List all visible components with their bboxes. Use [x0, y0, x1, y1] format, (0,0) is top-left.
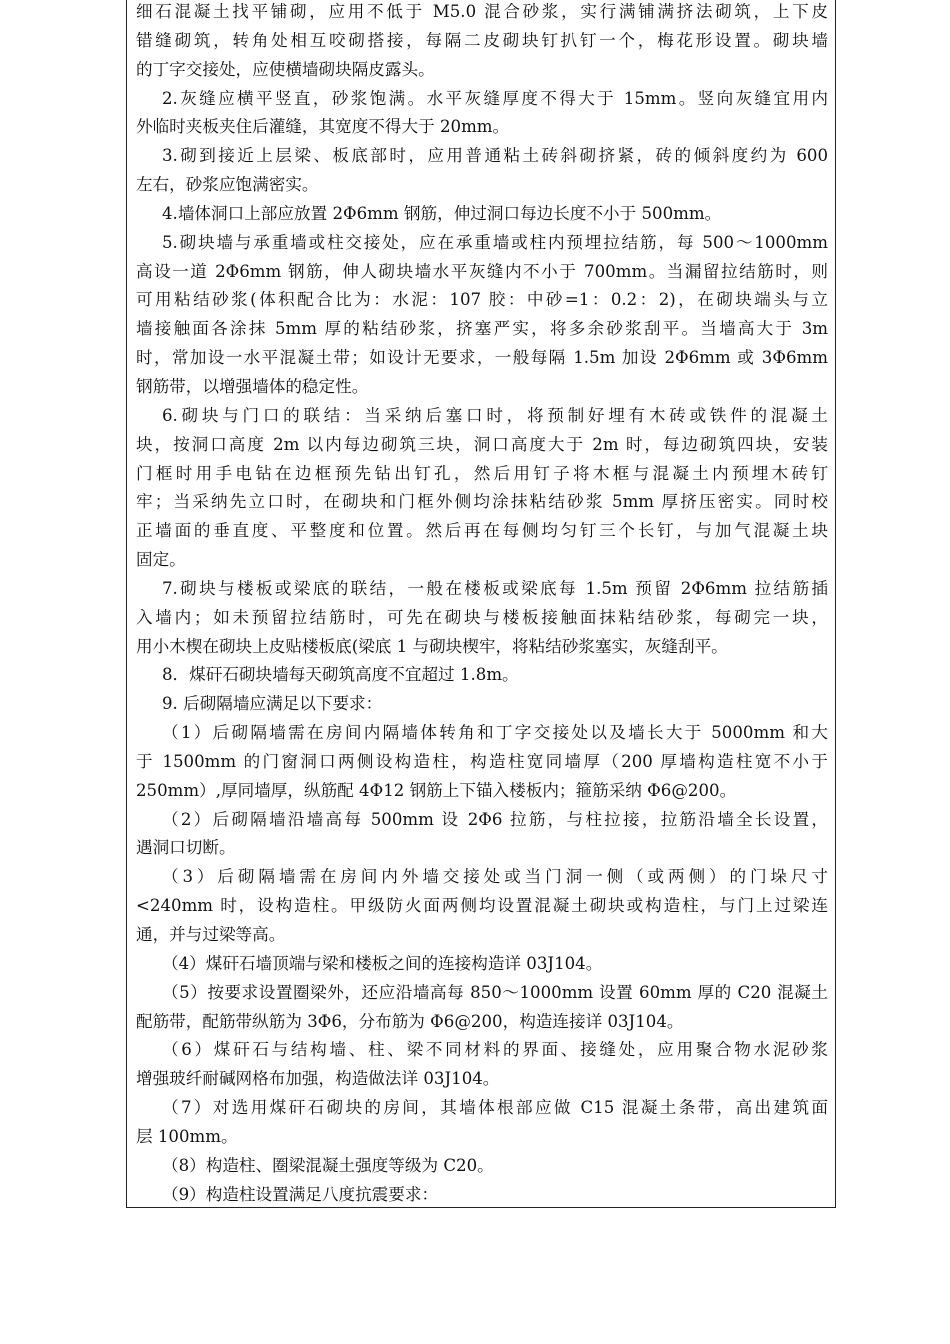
paragraph-p6	[136, 402, 828, 575]
text-line: 增强玻纤耐碱网格布加强，构造做法详 03J104。	[136, 1069, 500, 1089]
text-line: 2.灰缝应横平竖直，砂浆饱满。水平灰缝厚度不得大于 15mm。竖向灰缝宜用内	[162, 88, 828, 108]
text-line: 4.墙体洞口上部应放置 2Φ6mm 钢筋，伸过洞口每边长度不小于 500mm。	[162, 203, 722, 223]
text-line: 遇洞口切断。	[136, 838, 236, 858]
text-line: （7）对选用煤矸石砌块的房间，其墙体根部应做 C15 混凝土条带，高出建筑面	[162, 1098, 828, 1118]
text-line: 6.砌块与门口的联结：当采纳后塞口时，将预制好埋有木砖或铁件的混凝土	[162, 405, 828, 425]
paragraph-p4	[136, 200, 828, 229]
text-line: （8）构造柱、圈梁混凝土强度等级为 C20。	[162, 1155, 494, 1175]
text-line: 错缝砌筑，转角处相互咬砌搭接，每隔二皮砌块钉扒钉一个，梅花形设置。砌块墙	[136, 30, 828, 50]
text-line: 可用粘结砂浆(体积配合比为：水泥：107 胶：中砂=1：0.2：2)，在砌块端头与立	[136, 290, 828, 310]
text-line: 正墙面的垂直度、平整度和位置。然后再在每侧均匀钉三个长钉，与加气混凝土块	[136, 521, 828, 541]
text-line: 墙接触面各涂抹 5mm 厚的粘结砂浆，挤塞严实，将多余砂浆刮平。当墙高大于 3m	[136, 319, 828, 339]
paragraph-p9-9	[136, 1181, 828, 1210]
text-line: 固定。	[136, 550, 186, 570]
text-line: 门框时用手电钻在边框预先钻出钉孔，然后用钉子将木框与混凝土内预埋木砖钉	[136, 463, 828, 483]
paragraph-p7	[136, 575, 828, 662]
paragraph-p9-3	[136, 863, 828, 950]
text-line: 于 1500mm 的门窗洞口两侧设构造柱，构造柱宽同墙厚（200 厚墙构造柱宽不小于	[136, 751, 828, 771]
paragraph-p1-continued	[136, 0, 828, 85]
text-line: （9）构造柱设置满足八度抗震要求：	[162, 1184, 439, 1204]
text-line: 时，常加设一水平混凝土带；如设计无要求，一般每隔 1.5m 加设 2Φ6mm 或 3Φ6mm	[136, 348, 828, 368]
paragraph-p9	[136, 690, 828, 719]
paragraph-p9-8	[136, 1152, 828, 1181]
text-line: 层 100mm。	[136, 1126, 238, 1146]
paragraph-p9-7	[136, 1094, 828, 1152]
paragraph-p3	[136, 142, 828, 200]
text-line: 细石混凝土找平铺砌，应用不低于 M5.0 混合砂浆，实行满铺满挤法砌筑，上下皮	[136, 2, 828, 21]
paragraph-p9-6	[136, 1036, 828, 1094]
text-line: 左右，砂浆应饱满密实。	[136, 175, 319, 195]
text-line: 250mm）,厚同墙厚，纵筋配 4Φ12 钢筋上下锚入楼板内；箍筋采纳 Φ6@200。	[136, 780, 737, 800]
document-body	[136, 0, 828, 1209]
document-table-cell	[126, 0, 836, 1208]
text-line: 通，并与过梁等高。	[136, 925, 286, 944]
text-line: 块，按洞口高度 2m 以内每边砌筑三块，洞口高度大于 2m 时，每边砌筑四块，安装	[136, 434, 828, 454]
text-line: 高设一道 2Φ6mm 钢筋，伸人砌块墙水平灰缝内不小于 700mm。当漏留拉结筋时，则	[136, 261, 828, 281]
text-line: <240mm 时，设构造柱。甲级防火面两侧均设置混凝土砌块或构造柱，与门上过梁连	[136, 896, 828, 916]
text-line: 3.砌到接近上层梁、板底部时，应用普通粘土砖斜砌挤紧，砖的倾斜度约为 600	[162, 146, 828, 166]
paragraph-p9-4	[136, 950, 828, 979]
text-line: （5）按要求设置圈梁外，还应沿墙高每 850～1000mm 设置 60mm 厚的 C20 混凝土	[162, 982, 828, 1002]
paragraph-p9-2	[136, 806, 828, 864]
text-line: （1）后砌隔墙需在房间内隔墙体转角和丁字交接处以及墙长大于 5000mm 和大	[162, 723, 828, 743]
text-line: 8．煤矸石砌块墙每天砌筑高度不宜超过 1.8m。	[162, 665, 519, 685]
text-line: 7.砌块与楼板或梁底的联结，一般在楼板或梁底每 1.5m 预留 2Φ6mm 拉结筋插	[162, 578, 828, 598]
text-line: （2）后砌隔墙沿墙高每 500mm 设 2Φ6 拉筋，与柱拉接，拉筋沿墙全长设置，	[162, 809, 828, 829]
text-line: 的丁字交接处，应使横墙砌块隔皮露头。	[136, 59, 435, 79]
text-line: 用小木楔在砌块上皮贴楼板底(梁底 1 与砌块楔牢，将粘结砂浆塞实，灰缝刮平。	[136, 636, 728, 656]
text-line: 钢筋带，以增强墙体的稳定性。	[136, 376, 369, 396]
paragraph-p8	[136, 661, 828, 690]
text-line: （3）后砌隔墙需在房间内外墙交接处或当门洞一侧（或两侧）的门垛尺寸	[162, 867, 828, 887]
text-line: 9. 后砌隔墙应满足以下要求：	[162, 694, 383, 714]
paragraph-p9-1	[136, 719, 828, 806]
text-line: 外临时夹板夹住后灌缝，其宽度不得大于 20mm。	[136, 117, 510, 137]
text-line: 入墙内；如未预留拉结筋时，可先在砌块与楼板接触面抹粘结砂浆，每砌完一块，	[136, 607, 828, 627]
text-line: 配筋带，配筋带纵筋为 3Φ6，分布筋为 Φ6@200，构造连接详 03J104。	[136, 1011, 684, 1031]
text-line: （4）煤矸石墙顶端与梁和楼板之间的连接构造详 03J104。	[162, 953, 603, 973]
paragraph-p9-5	[136, 979, 828, 1037]
text-line: 牢；当采纳先立口时，在砌块和门框外侧均涂抹粘结砂浆 5mm 厚挤压密实。同时校	[136, 492, 828, 512]
paragraph-p5	[136, 229, 828, 402]
paragraph-p2	[136, 85, 828, 143]
text-line: 5.砌块墙与承重墙或柱交接处，应在承重墙或柱内预埋拉结筋，每 500～1000mm	[162, 232, 828, 252]
text-line: （6）煤矸石与结构墙、柱、梁不同材料的界面、接缝处，应用聚合物水泥砂浆	[162, 1040, 828, 1060]
